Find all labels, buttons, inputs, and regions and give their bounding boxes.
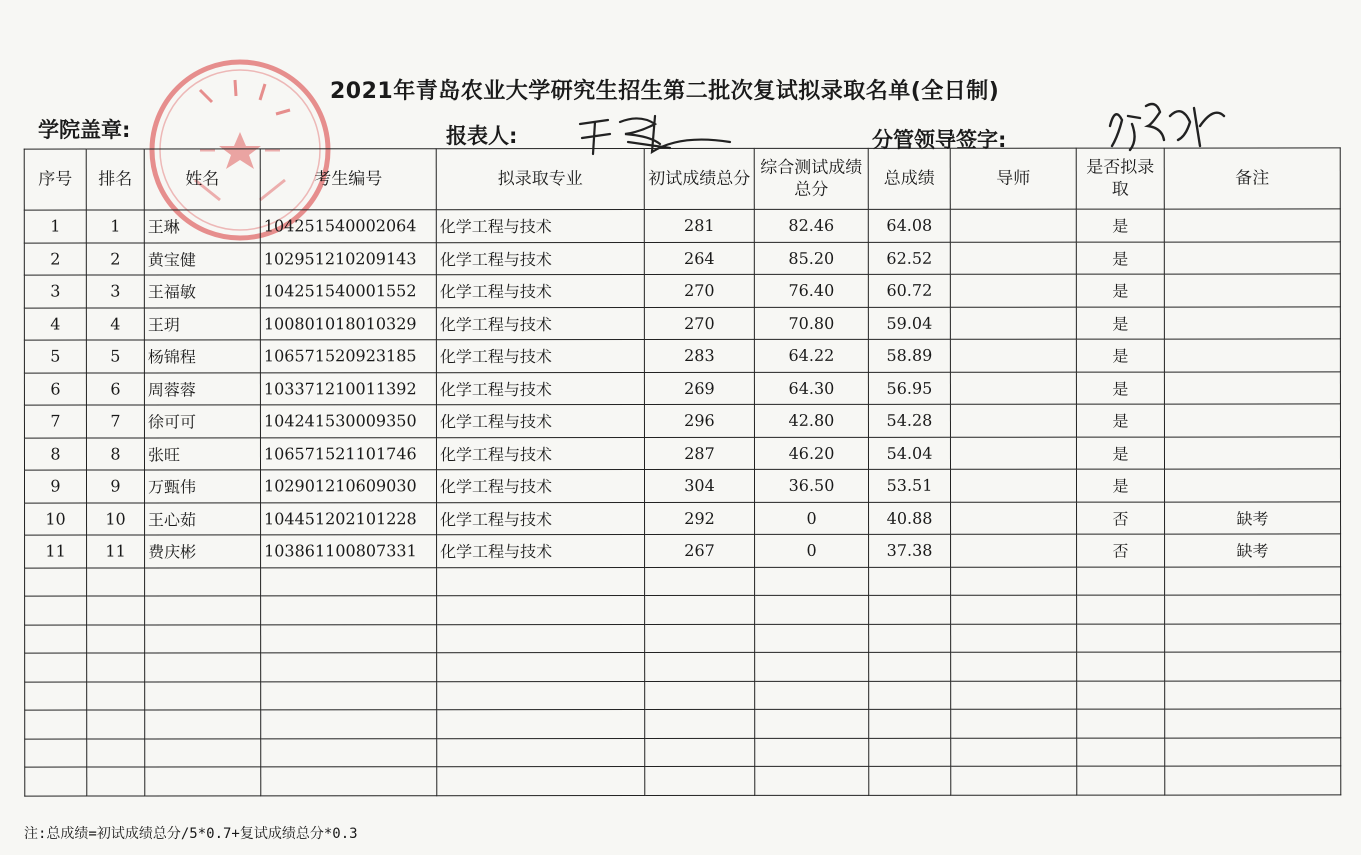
empty-row [25, 709, 1341, 739]
cell-initial-score: 304 [644, 469, 754, 502]
empty-row [25, 595, 1341, 625]
cell-total-score: 56.95 [868, 372, 950, 405]
col-header-comprehensive-score: 综合测试成绩总分 [754, 148, 868, 209]
cell-initial-score: 267 [645, 534, 755, 567]
cell-exam-id: 103861100807331 [261, 535, 437, 568]
cell-exam-id: 104241530009350 [260, 405, 436, 438]
cell-initial-score: 270 [644, 274, 754, 307]
cell-advisor [950, 437, 1076, 470]
cell-admitted: 是 [1076, 404, 1164, 437]
cell-comprehensive-score: 0 [755, 502, 869, 535]
cell-rank: 4 [86, 307, 144, 340]
cell-comprehensive-score: 64.22 [754, 339, 868, 372]
col-header-rank: 排名 [86, 149, 144, 210]
cell-total-score: 64.08 [868, 209, 950, 242]
cell-advisor [950, 404, 1076, 437]
cell-no: 3 [24, 275, 86, 308]
table-row [24, 274, 1340, 308]
cell-initial-score: 264 [644, 242, 754, 275]
empty-row [25, 566, 1341, 596]
cell-advisor [950, 209, 1076, 242]
table-row [25, 534, 1341, 568]
cell-total-score: 54.04 [868, 437, 950, 470]
cell-admitted: 否 [1077, 534, 1165, 567]
cell-admitted: 是 [1076, 209, 1164, 242]
table-row [24, 306, 1340, 340]
cell-comprehensive-score: 46.20 [754, 437, 868, 470]
cell-major: 化学工程与技术 [436, 470, 644, 503]
cell-no: 7 [24, 405, 86, 438]
cell-major: 化学工程与技术 [436, 340, 644, 373]
cell-admitted: 是 [1076, 274, 1164, 307]
cell-major: 化学工程与技术 [436, 307, 644, 340]
cell-initial-score: 292 [645, 502, 755, 535]
cell-remark: 缺考 [1165, 534, 1341, 567]
cell-advisor [950, 372, 1076, 405]
cell-total-score: 60.72 [868, 274, 950, 307]
cell-comprehensive-score: 76.40 [754, 274, 868, 307]
empty-row [25, 766, 1341, 796]
cell-remark [1164, 339, 1340, 372]
cell-advisor [951, 534, 1077, 567]
cell-exam-id: 100801018010329 [260, 307, 436, 340]
cell-advisor [950, 469, 1076, 502]
cell-major: 化学工程与技术 [437, 502, 645, 535]
cell-total-score: 58.89 [868, 339, 950, 372]
table-row [25, 501, 1341, 535]
cell-no: 8 [24, 438, 86, 471]
col-header-initial-score: 初试成绩总分 [644, 148, 754, 209]
cell-comprehensive-score: 0 [755, 534, 869, 567]
college-seal-label: 学院盖章: [38, 118, 131, 142]
col-header-exam-id: 考生编号 [260, 149, 436, 210]
cell-major: 化学工程与技术 [436, 405, 644, 438]
cell-advisor [950, 242, 1076, 275]
cell-exam-id: 104251540001552 [260, 275, 436, 308]
cell-initial-score: 287 [644, 437, 754, 470]
table-row [24, 339, 1340, 373]
col-header-major: 拟录取专业 [436, 149, 644, 210]
cell-total-score: 54.28 [868, 404, 950, 437]
cell-initial-score: 281 [644, 209, 754, 242]
cell-remark [1164, 209, 1340, 242]
cell-name: 王玥 [144, 307, 260, 340]
cell-name: 王琳 [144, 210, 260, 243]
cell-remark [1164, 241, 1340, 274]
col-header-no: 序号 [24, 149, 86, 210]
cell-remark [1164, 274, 1340, 307]
cell-comprehensive-score: 70.80 [754, 307, 868, 340]
cell-rank: 7 [86, 405, 144, 438]
empty-row [25, 652, 1341, 682]
cell-remark: 缺考 [1165, 501, 1341, 534]
score-formula-note: 注:总成绩=初试成绩总分/5*0.7+复试成绩总分*0.3 [24, 826, 358, 842]
cell-initial-score: 296 [644, 404, 754, 437]
empty-row [25, 737, 1341, 767]
cell-no: 10 [25, 503, 87, 536]
cell-major: 化学工程与技术 [436, 437, 644, 470]
cell-rank: 2 [86, 242, 144, 275]
cell-initial-score: 283 [644, 339, 754, 372]
cell-remark [1164, 469, 1340, 502]
cell-admitted: 否 [1077, 502, 1165, 535]
cell-admitted: 是 [1076, 242, 1164, 275]
cell-name: 费庆彬 [145, 535, 261, 568]
table-row [24, 209, 1340, 243]
cell-comprehensive-score: 36.50 [754, 469, 868, 502]
cell-no: 5 [24, 340, 86, 373]
cell-name: 黄宝健 [144, 242, 260, 275]
table-row [24, 436, 1340, 470]
cell-rank: 8 [86, 437, 144, 470]
cell-advisor [950, 274, 1076, 307]
cell-total-score: 37.38 [869, 534, 951, 567]
cell-advisor [950, 339, 1076, 372]
cell-major: 化学工程与技术 [436, 242, 644, 275]
table-row [24, 469, 1340, 503]
cell-major: 化学工程与技术 [436, 210, 644, 243]
cell-no: 6 [24, 373, 86, 406]
cell-advisor [950, 307, 1076, 340]
cell-total-score: 62.52 [868, 242, 950, 275]
cell-name: 万甄伟 [144, 470, 260, 503]
table-header-row [24, 148, 1340, 210]
cell-major: 化学工程与技术 [436, 372, 644, 405]
cell-comprehensive-score: 42.80 [754, 404, 868, 437]
cell-rank: 11 [87, 535, 145, 568]
cell-name: 王福敏 [144, 275, 260, 308]
cell-admitted: 是 [1076, 469, 1164, 502]
cell-remark [1164, 371, 1340, 404]
cell-exam-id: 106571521101746 [260, 437, 436, 470]
leader-sign-label: 分管领导签字: [872, 128, 1007, 152]
cell-name: 杨锦程 [144, 340, 260, 373]
cell-comprehensive-score: 64.30 [754, 372, 868, 405]
document-title: 2021年青岛农业大学研究生招生第二批次复试拟录取名单(全日制) [330, 79, 1000, 104]
cell-rank: 3 [86, 275, 144, 308]
cell-major: 化学工程与技术 [436, 275, 644, 308]
cell-total-score: 53.51 [868, 469, 950, 502]
cell-advisor [951, 502, 1077, 535]
cell-no: 11 [25, 535, 87, 568]
table-row [24, 241, 1340, 275]
cell-name: 王心茹 [145, 502, 261, 535]
cell-name: 周蓉蓉 [144, 372, 260, 405]
cell-name: 张旺 [144, 437, 260, 470]
cell-exam-id: 104451202101228 [261, 502, 437, 535]
col-header-remark: 备注 [1164, 148, 1340, 209]
cell-admitted: 是 [1076, 307, 1164, 340]
cell-total-score: 59.04 [868, 307, 950, 340]
cell-comprehensive-score: 82.46 [754, 209, 868, 242]
cell-no: 4 [24, 308, 86, 341]
cell-remark [1164, 306, 1340, 339]
cell-no: 1 [24, 210, 86, 243]
cell-rank: 5 [86, 340, 144, 373]
cell-exam-id: 104251540002064 [260, 210, 436, 243]
cell-exam-id: 106571520923185 [260, 340, 436, 373]
cell-name: 徐可可 [144, 405, 260, 438]
cell-remark [1164, 404, 1340, 437]
empty-row [25, 623, 1341, 653]
col-header-total-score: 总成绩 [868, 148, 950, 209]
cell-major: 化学工程与技术 [437, 535, 645, 568]
col-header-name: 姓名 [144, 149, 260, 210]
cell-exam-id: 103371210011392 [260, 372, 436, 405]
cell-admitted: 是 [1076, 339, 1164, 372]
admission-table [24, 147, 1342, 796]
cell-comprehensive-score: 85.20 [754, 242, 868, 275]
cell-remark [1164, 436, 1340, 469]
cell-exam-id: 102901210609030 [260, 470, 436, 503]
cell-rank: 10 [87, 502, 145, 535]
cell-rank: 1 [86, 210, 144, 243]
cell-exam-id: 102951210209143 [260, 242, 436, 275]
cell-initial-score: 270 [644, 307, 754, 340]
table-row [24, 371, 1340, 405]
cell-rank: 9 [86, 470, 144, 503]
cell-admitted: 是 [1076, 437, 1164, 470]
cell-no: 2 [24, 243, 86, 276]
cell-no: 9 [24, 470, 86, 503]
table-row [24, 404, 1340, 438]
cell-rank: 6 [86, 372, 144, 405]
cell-total-score: 40.88 [869, 502, 951, 535]
cell-admitted: 是 [1076, 372, 1164, 405]
cell-initial-score: 269 [644, 372, 754, 405]
empty-row [25, 680, 1341, 710]
col-header-advisor: 导师 [950, 148, 1076, 209]
reporter-label: 报表人: [446, 124, 518, 148]
col-header-admitted: 是否拟录取 [1076, 148, 1164, 209]
